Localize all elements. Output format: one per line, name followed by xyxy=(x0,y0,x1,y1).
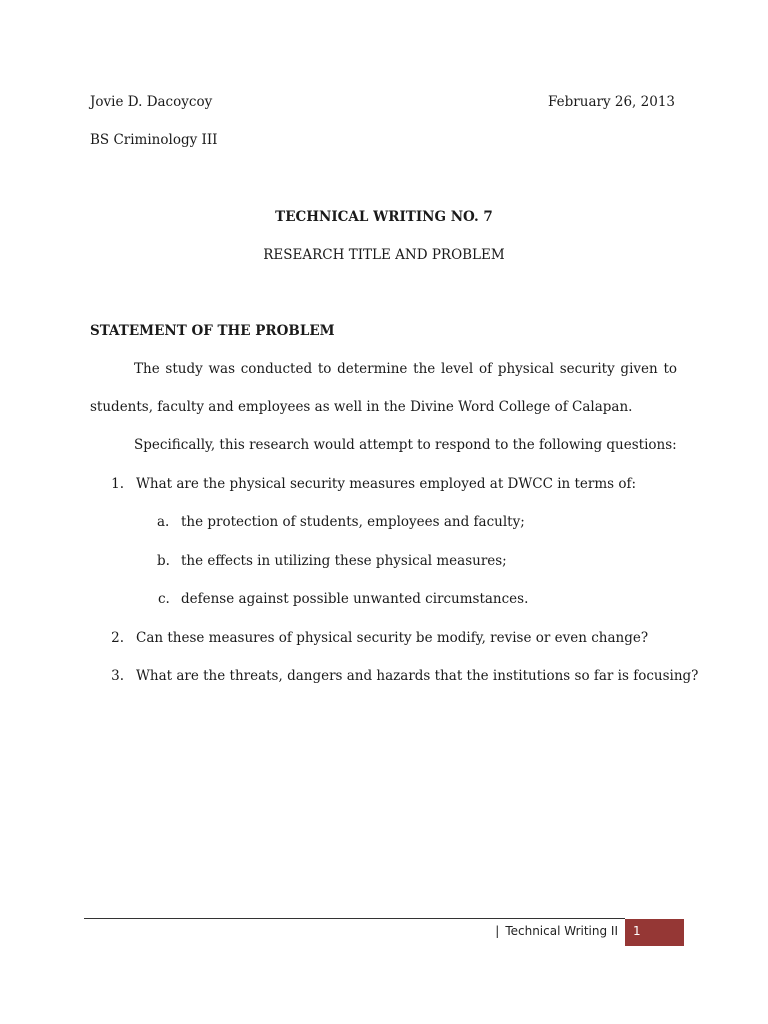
list-item-text: What are the threats, dangers and hazards that the institutions so far is focusing? xyxy=(136,668,699,684)
list-item-number: 2. xyxy=(111,630,124,646)
footer-separator: | xyxy=(495,924,500,938)
author-name: Jovie D. Dacoycoy xyxy=(90,94,213,110)
footer-label xyxy=(495,925,618,937)
questions-intro: Specifically, this research would attempt to respond to the following questions: xyxy=(134,437,677,453)
paragraph-line-1: The study was conducted to determine the level of physical security given to xyxy=(134,361,677,377)
sub-item-letter: c. xyxy=(158,591,170,607)
list-item-text: Can these measures of physical security be modify, revise or even change? xyxy=(136,630,649,646)
section-heading: STATEMENT OF THE PROBLEM xyxy=(90,323,335,339)
document-date: February 26, 2013 xyxy=(548,94,675,110)
page-number-badge xyxy=(625,919,684,946)
footer-divider xyxy=(84,918,625,919)
document-title: TECHNICAL WRITING NO. 7 xyxy=(275,209,493,225)
list-item-text: What are the physical security measures employed at DWCC in terms of: xyxy=(136,476,637,492)
sub-item-letter: b. xyxy=(157,553,170,569)
document-subtitle: RESEARCH TITLE AND PROBLEM xyxy=(263,247,505,263)
sub-item-letter: a. xyxy=(157,514,170,530)
footer-title: Technical Writing II xyxy=(505,924,618,938)
sub-item-text: defense against possible unwanted circumstances. xyxy=(181,591,529,607)
list-item-number: 1. xyxy=(111,476,124,492)
sub-item-text: the effects in utilizing these physical measures; xyxy=(181,553,507,569)
sub-item-text: the protection of students, employees and faculty; xyxy=(181,514,525,530)
list-item-number: 3. xyxy=(111,668,124,684)
page-number: 1 xyxy=(633,924,641,938)
paragraph-line-2: students, faculty and employees as well in the Divine Word College of Calapan. xyxy=(90,399,633,415)
course-label: BS Criminology III xyxy=(90,132,218,148)
